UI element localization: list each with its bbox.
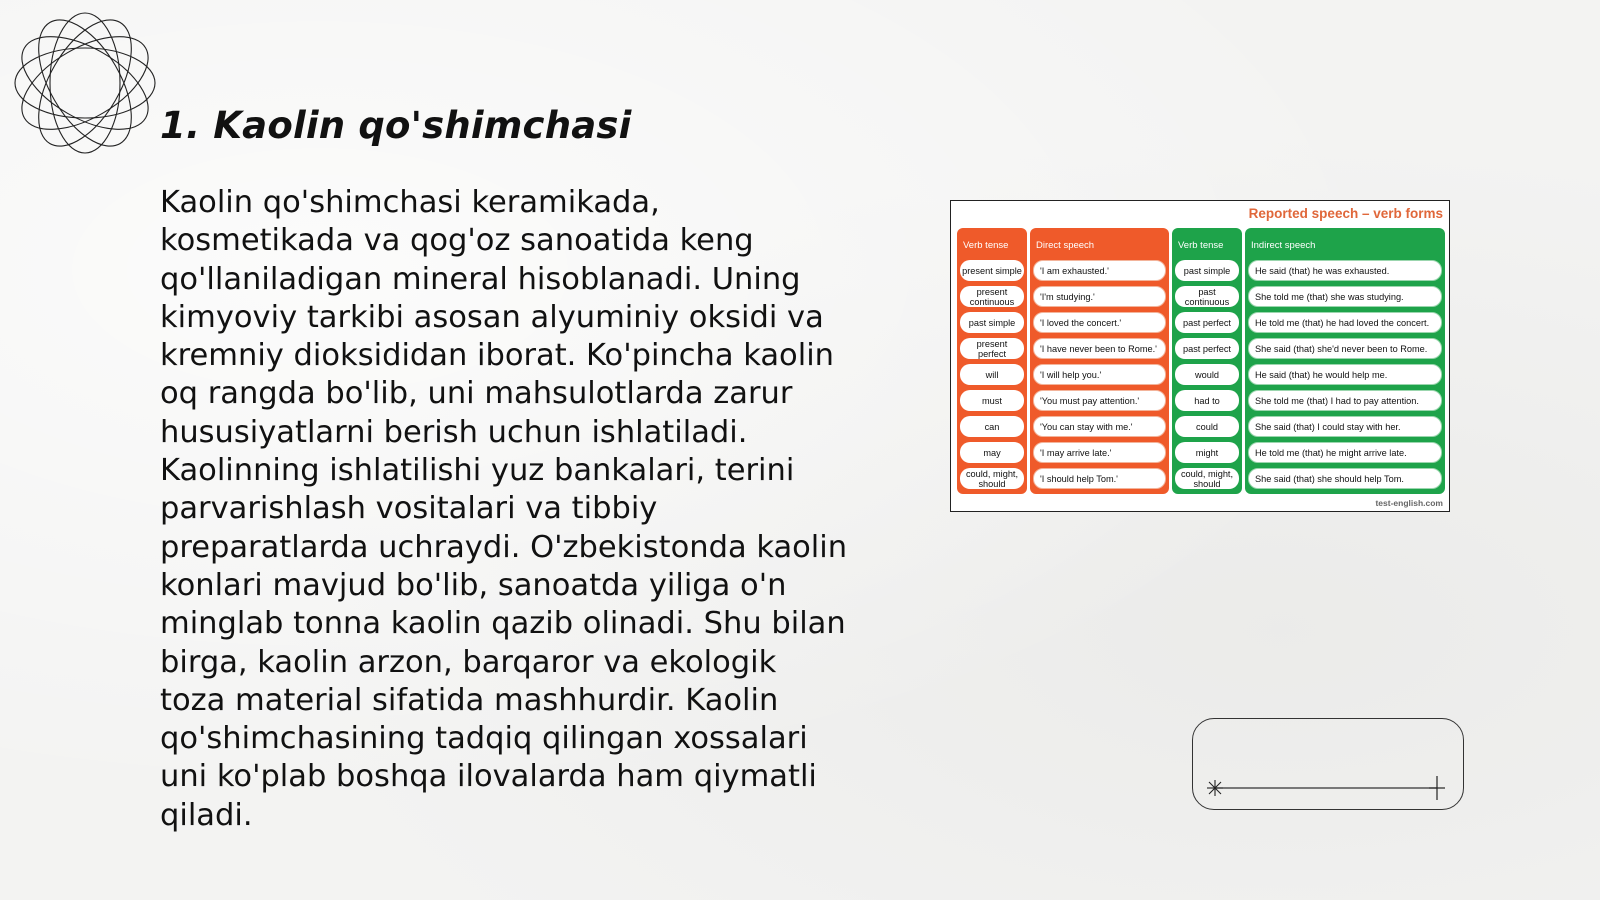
direct-speech-cell: 'I should help Tom.' bbox=[1033, 468, 1166, 489]
verb-tense-cell: can bbox=[960, 416, 1024, 437]
verb-tense-column bbox=[957, 228, 1027, 494]
direct-speech-cell: 'I loved the concert.' bbox=[1033, 312, 1166, 333]
column-header: Indirect speech bbox=[1251, 240, 1316, 251]
line-ornament-icon bbox=[1193, 719, 1465, 811]
direct-speech-cell: 'I have never been to Rome.' bbox=[1033, 338, 1166, 359]
verb-tense-cell: present perfect bbox=[960, 338, 1024, 359]
verb-tense-cell-2: would bbox=[1175, 364, 1239, 385]
slide-body-text: Kaolin qo'shimchasi keramikada, kosmetikada va qog'oz sanoatida keng qo'llaniladigan mineral hisoblanadi. Uning kimyoviy tarkibi asosan alyuminiy oksidi va kremniy dioksididan iborat. Ko'pincha kaolin oq rangda bo'lib, uni mahsulotlarda zarur hususiyatlarni berish uchun ishlatiladi. Kaolinning ishlatilishi yuz bankalari, terini parvarishlash vositalari va tibbiy preparatlarda uchraydi. O'zbekistonda kaolin konlari mavjud bo'lib, sanoatda yiliga o'n minglab tonna kaolin qazib olinadi. Shu bilan birga, kaolin arzon, barqaror va ekologik toza material sifatida mashhurdir. Kaolin qo'shimchasining tadqiq qilingan xossalari uni ko'plab boshqa ilovalarda ham qiymatli qiladi. bbox=[160, 185, 848, 833]
direct-speech-column bbox=[1030, 228, 1169, 494]
verb-tense-cell-2: might bbox=[1175, 442, 1239, 463]
indirect-speech-cell: She told me (that) I had to pay attention. bbox=[1248, 390, 1442, 411]
verb-tense-cell-2: past perfect bbox=[1175, 338, 1239, 359]
decorative-frame bbox=[1192, 718, 1464, 810]
direct-speech-cell: 'You must pay attention.' bbox=[1033, 390, 1166, 411]
direct-speech-cell: 'I am exhausted.' bbox=[1033, 260, 1166, 281]
column-header: Verb tense bbox=[963, 240, 1009, 251]
indirect-speech-cell: He told me (that) he might arrive late. bbox=[1248, 442, 1442, 463]
direct-speech-cell: 'I may arrive late.' bbox=[1033, 442, 1166, 463]
column-header: Verb tense bbox=[1178, 240, 1224, 251]
slide-title: 1. Kaolin qo'shimchasi bbox=[160, 104, 632, 147]
verb-tense-cell: could, might, should bbox=[960, 468, 1024, 489]
indirect-speech-cell: She said (that) she should help Tom. bbox=[1248, 468, 1442, 489]
indirect-speech-cell: She told me (that) she was studying. bbox=[1248, 286, 1442, 307]
figure-credit: test-english.com bbox=[1375, 498, 1443, 508]
verb-tense-cell-2: had to bbox=[1175, 390, 1239, 411]
verb-tense-column-2 bbox=[1172, 228, 1242, 494]
verb-tense-cell: present simple bbox=[960, 260, 1024, 281]
indirect-speech-cell: He said (that) he would help me. bbox=[1248, 364, 1442, 385]
indirect-speech-cell: He told me (that) he had loved the concert. bbox=[1248, 312, 1442, 333]
verb-tense-cell-2: past continuous bbox=[1175, 286, 1239, 307]
verb-tense-cell-2: could bbox=[1175, 416, 1239, 437]
verb-tense-cell: past simple bbox=[960, 312, 1024, 333]
verb-tense-cell-2: past perfect bbox=[1175, 312, 1239, 333]
column-header: Direct speech bbox=[1036, 240, 1095, 251]
direct-speech-cell: 'I'm studying.' bbox=[1033, 286, 1166, 307]
verb-tense-cell: present continuous bbox=[960, 286, 1024, 307]
direct-speech-cell: 'I will help you.' bbox=[1033, 364, 1166, 385]
verb-tense-cell-2: could, might, should bbox=[1175, 468, 1239, 489]
direct-speech-cell: 'You can stay with me.' bbox=[1033, 416, 1166, 437]
indirect-speech-cell: She said (that) she'd never been to Rome. bbox=[1248, 338, 1442, 359]
reported-speech-table-image bbox=[950, 200, 1450, 512]
circle-ornament-icon bbox=[10, 8, 160, 158]
indirect-speech-column bbox=[1245, 228, 1445, 494]
verb-tense-cell: will bbox=[960, 364, 1024, 385]
indirect-speech-cell: He said (that) he was exhausted. bbox=[1248, 260, 1442, 281]
verb-tense-cell-2: past simple bbox=[1175, 260, 1239, 281]
verb-tense-cell: may bbox=[960, 442, 1024, 463]
indirect-speech-cell: She said (that) I could stay with her. bbox=[1248, 416, 1442, 437]
figure-title: Reported speech – verb forms bbox=[1248, 206, 1443, 221]
verb-tense-cell: must bbox=[960, 390, 1024, 411]
